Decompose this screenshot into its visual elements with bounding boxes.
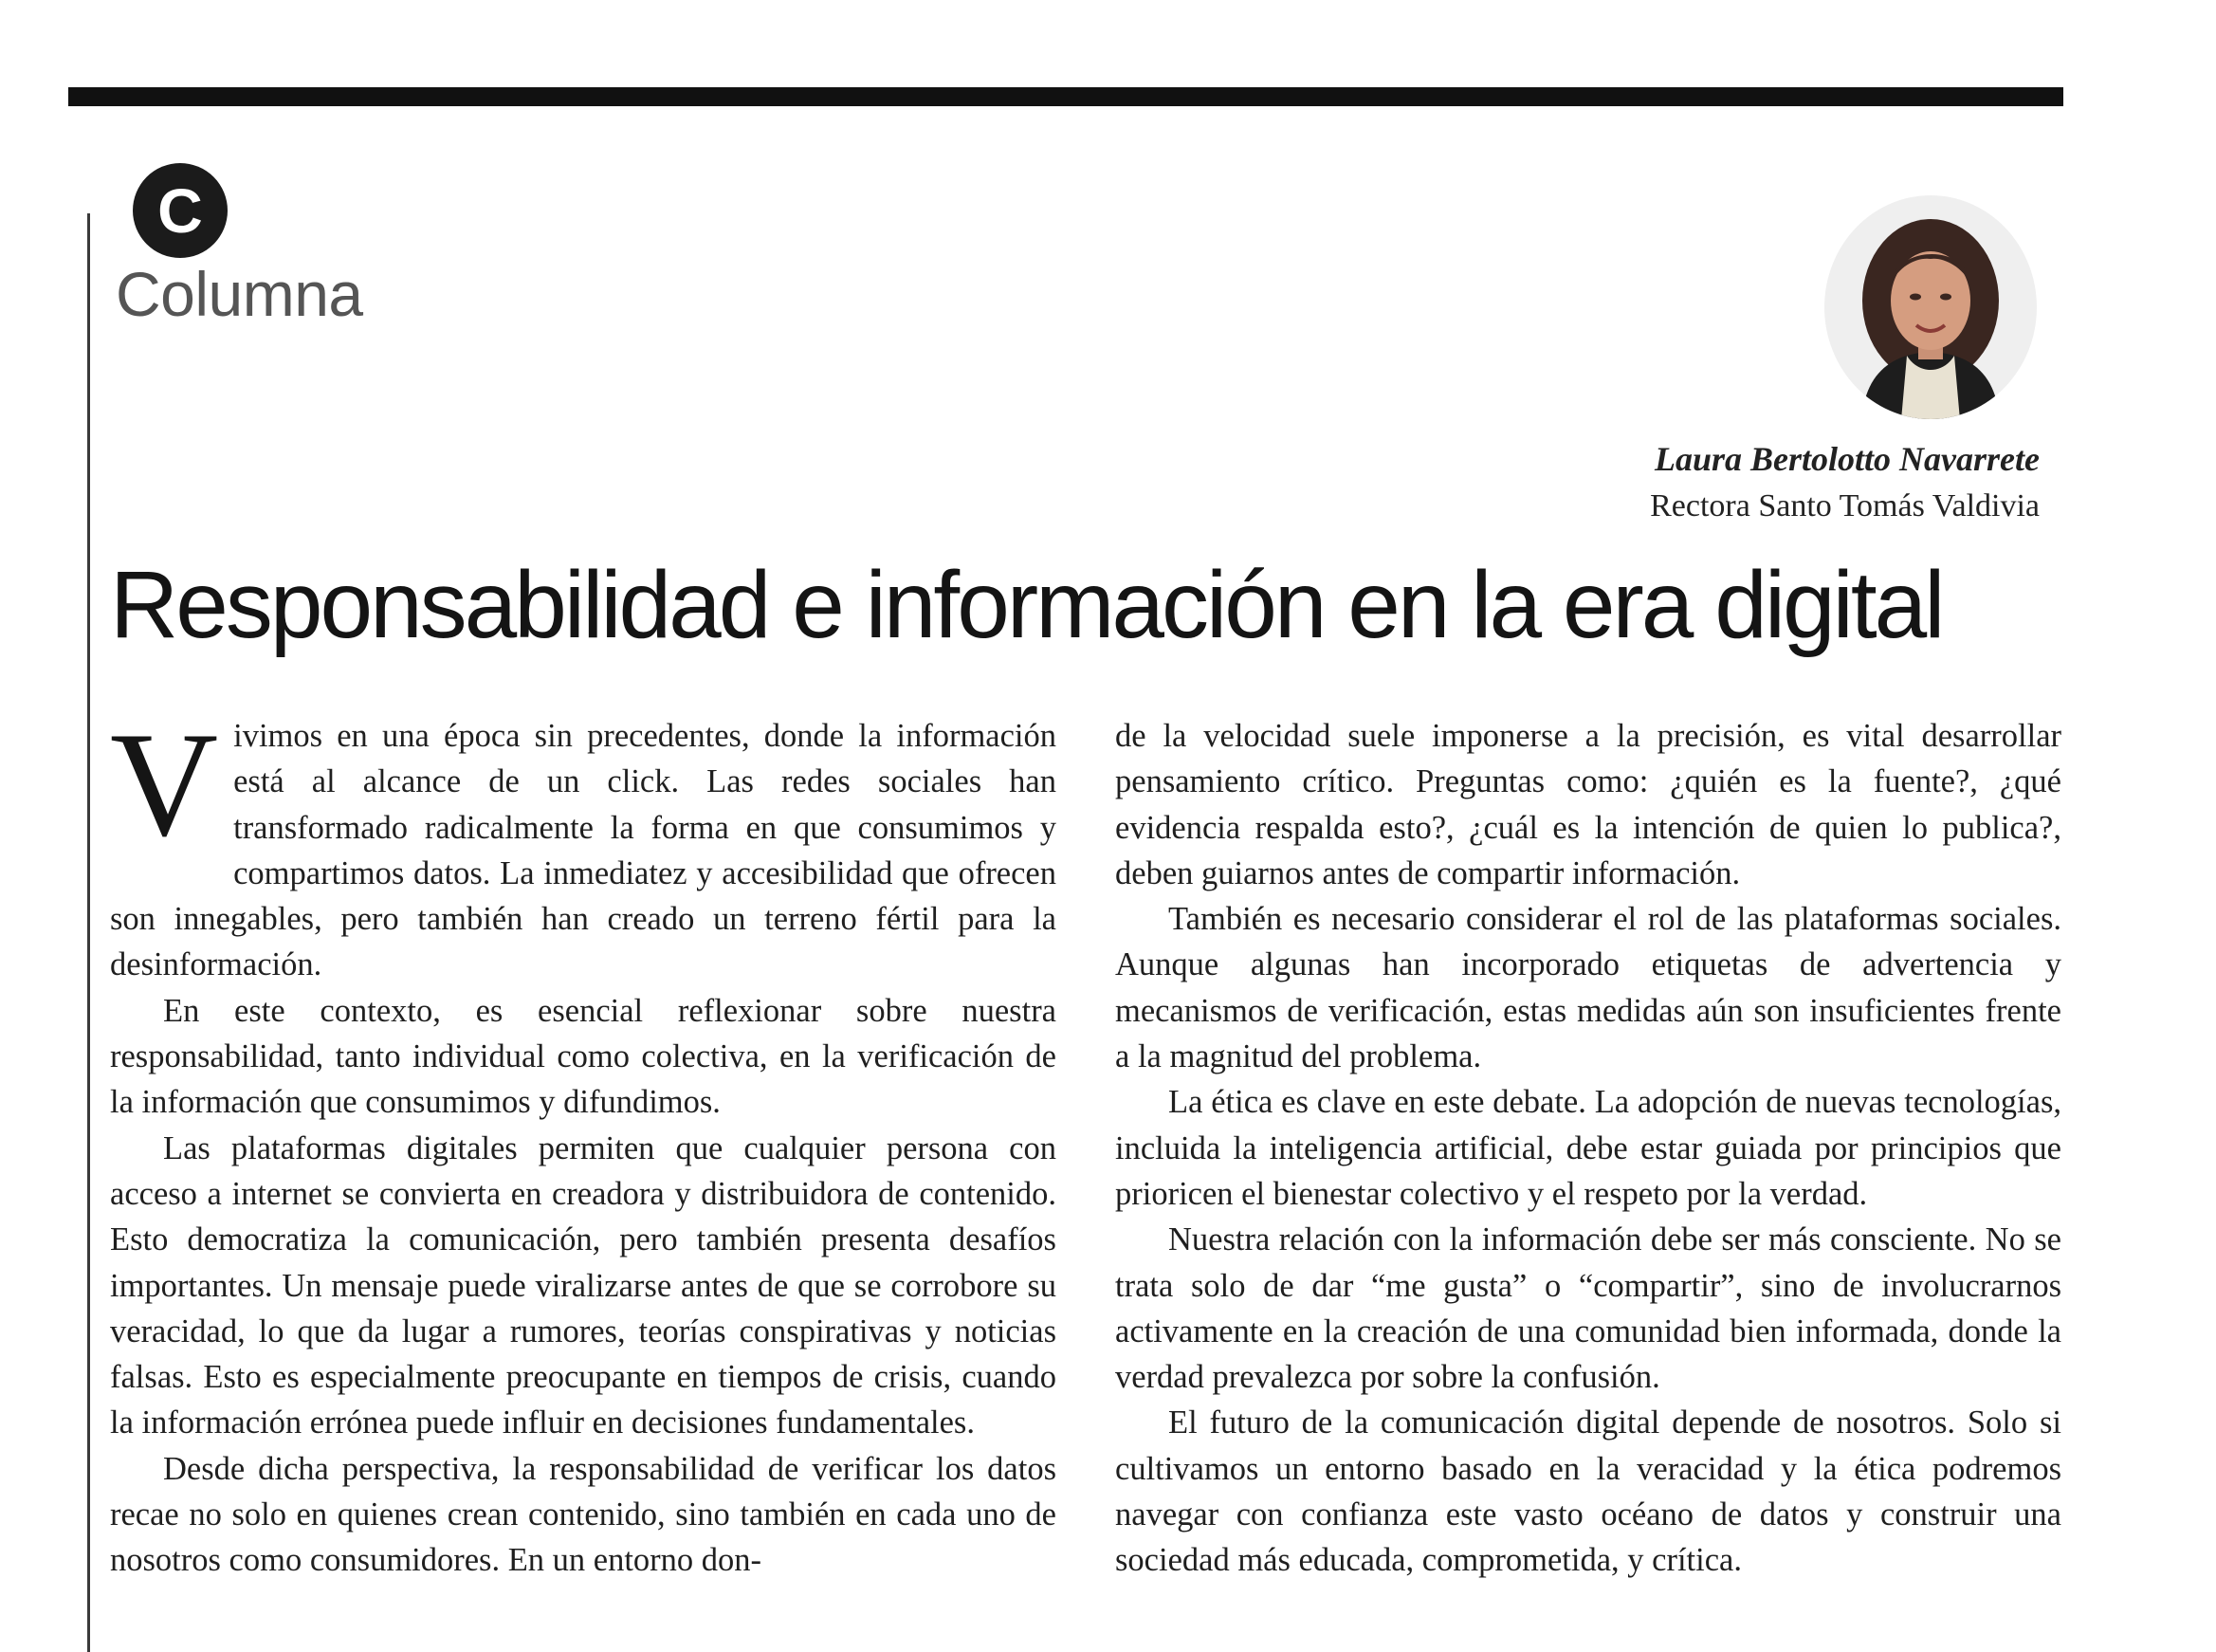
author-portrait-icon bbox=[1823, 194, 2038, 420]
drop-cap: V bbox=[110, 702, 219, 868]
article-paragraph: Las plataformas digitales permiten que cualquier persona con acceso a internet se convierta en creadora y distribuidora de contenido. Esto democratiza la comunicación, pero también presenta desafíos importantes. Un mensaje puede viralizarse antes de que se corrobore su veracidad, lo que da lugar a rumores, teorías conspirativas y noticias falsas. Esto es especialmente preocupante en tiempos de crisis, cuando la información errónea puede influir en decisiones fundamentales. bbox=[110, 1129, 1056, 1441]
left-margin-rule bbox=[87, 213, 90, 1652]
article-paragraph: El futuro de la comunicación digital depende de nosotros. Solo si cultivamos un entorno basado en la veracidad y la ética podremos navegar con confianza este vasto océano de datos y construir una sociedad más educada, comprometida, y crítica. bbox=[1115, 1404, 2061, 1579]
paragraph-text: ivimos en una época sin precedentes, donde la información está al alcance de un click. Las redes sociales han transformado radicalmente la forma en que consumimos y compartimos datos. La inmediatez y accesibilidad que ofrecen son innegables, pero también han creado un terreno fértil para la desinformación. bbox=[110, 718, 1056, 983]
article-paragraph: Nuestra relación con la información debe ser más consciente. No se trata solo de dar “me gusta” o “compartir”, sino de involucrarnos activamente en la creación de una comunidad bien informada, donde la verdad prevalezca por sobre la confusión. bbox=[1115, 1221, 2061, 1396]
article-column-right bbox=[1115, 713, 2061, 1584]
author-role: Rectora Santo Tomás Valdivia bbox=[1650, 488, 2040, 523]
article-column-left bbox=[110, 702, 1056, 1584]
article-paragraph: Desde dicha perspectiva, la responsabilidad de verificar los datos recae no solo en quienes crean contenido, sino también en cada uno de nosotros como consumidores. En un entorno don- bbox=[110, 1450, 1056, 1579]
section-badge: C bbox=[133, 163, 228, 258]
section-label: Columna bbox=[116, 259, 363, 329]
article-paragraph: La ética es clave en este debate. La adopción de nuevas tecnologías, incluida la inteligencia artificial, debe estar guiada por principios que prioricen el bienestar colectivo y el respeto por la verdad. bbox=[1115, 1084, 2061, 1212]
article-paragraph: de la velocidad suele imponerse a la precisión, es vital desarrollar pensamiento crítico. Preguntas como: ¿quién es la fuente?, ¿qué evidencia respalda esto?, ¿cuál es la intención de quien lo publica?, deben guiarnos antes de compartir información. bbox=[1115, 718, 2061, 891]
author-name: Laura Bertolotto Navarrete bbox=[1655, 440, 2040, 478]
article-paragraph bbox=[110, 702, 1056, 988]
author-photo bbox=[1823, 194, 2038, 420]
article-paragraph: En este contexto, es esencial reflexionar sobre nuestra responsabilidad, tanto individual como colectiva, en la verificación de la información que consumimos y difundimos. bbox=[110, 992, 1056, 1121]
article-paragraph: También es necesario considerar el rol de las plataformas sociales. Aunque algunas han incorporado etiquetas de advertencia y mecanismos de verificación, estas medidas aún son insuficientes frente a la magnitud del problema. bbox=[1115, 901, 2061, 1075]
top-rule bbox=[68, 87, 2063, 106]
article-headline: Responsabilidad e información en la era digital bbox=[110, 552, 1943, 658]
